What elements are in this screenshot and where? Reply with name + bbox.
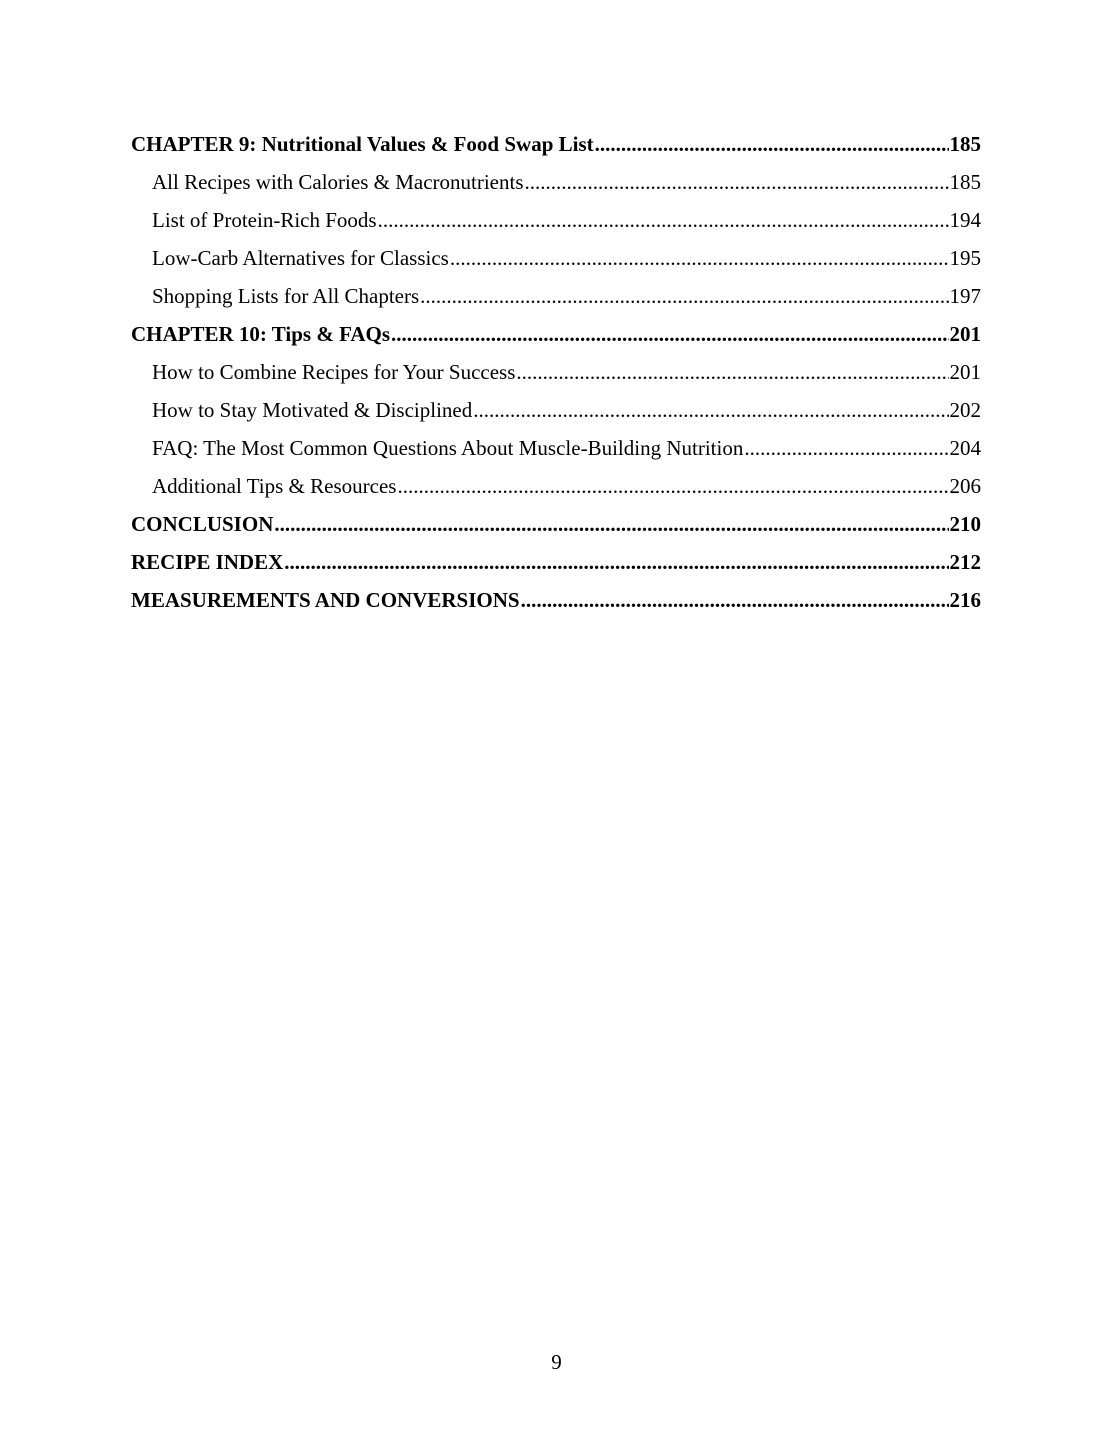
toc-entry-protein-rich-foods[interactable] [131,201,981,239]
toc-entry-faq[interactable] [131,429,981,467]
toc-dot-leader [521,581,949,619]
toc-entry-page: 195 [949,246,981,270]
toc-entry-shopping-lists[interactable] [131,277,981,315]
toc-entry-title: CHAPTER 10: Tips & FAQs [131,322,391,346]
toc-entry-measurements[interactable] [131,581,981,619]
toc-entry-title: All Recipes with Calories & Macronutrients [152,170,524,194]
toc-entry-page: 185 [949,170,981,194]
toc-entry-title: MEASUREMENTS AND CONVERSIONS [131,588,520,612]
toc-entry-title: How to Stay Motivated & Disciplined [152,398,473,422]
toc-entry-all-recipes[interactable] [131,163,981,201]
toc-dot-leader [525,163,949,201]
toc-entry-page: 197 [949,284,981,308]
toc-dot-leader [378,201,949,239]
toc-entry-title: CHAPTER 9: Nutritional Values & Food Swap List [131,132,594,156]
toc-entry-title: Additional Tips & Resources [152,474,397,498]
toc-entry-page: 194 [949,208,981,232]
toc-dot-leader [420,277,948,315]
toc-entry-stay-motivated[interactable] [131,391,981,429]
toc-dot-leader [274,505,948,543]
toc-entry-page: 201 [949,360,981,384]
toc-entry-title: RECIPE INDEX [131,550,284,574]
toc-entry-page: 201 [949,322,981,346]
toc-dot-leader [744,429,948,467]
toc-dot-leader [450,239,949,277]
toc-entry-page: 204 [949,436,981,460]
toc-entry-title: How to Combine Recipes for Your Success [152,360,516,384]
toc-entry-page: 212 [949,550,981,574]
toc-dot-leader [595,125,949,163]
toc-dot-leader [391,315,948,353]
toc-entry-chapter-9[interactable] [131,125,981,163]
toc-entry-title: FAQ: The Most Common Questions About Muscle-Building Nutrition [152,436,744,460]
toc-entry-recipe-index[interactable] [131,543,981,581]
toc-entry-conclusion[interactable] [131,505,981,543]
toc-entry-title: Shopping Lists for All Chapters [152,284,420,308]
toc-entry-title: Low-Carb Alternatives for Classics [152,246,449,270]
toc-entry-low-carb-alternatives[interactable] [131,239,981,277]
toc-entry-chapter-10[interactable] [131,315,981,353]
toc-entry-page: 216 [949,588,981,612]
toc-entry-title: List of Protein-Rich Foods [152,208,377,232]
page-number: 9 [551,1350,562,1374]
toc-entry-combine-recipes[interactable] [131,353,981,391]
table-of-contents [131,125,981,619]
toc-entry-page: 202 [949,398,981,422]
toc-entry-page: 185 [949,132,981,156]
toc-entry-page: 206 [949,474,981,498]
toc-entry-additional-tips[interactable] [131,467,981,505]
toc-dot-leader [284,543,948,581]
toc-entry-page: 210 [949,512,981,536]
toc-dot-leader [473,391,948,429]
toc-dot-leader [516,353,948,391]
toc-entry-title: CONCLUSION [131,512,274,536]
toc-dot-leader [397,467,948,505]
